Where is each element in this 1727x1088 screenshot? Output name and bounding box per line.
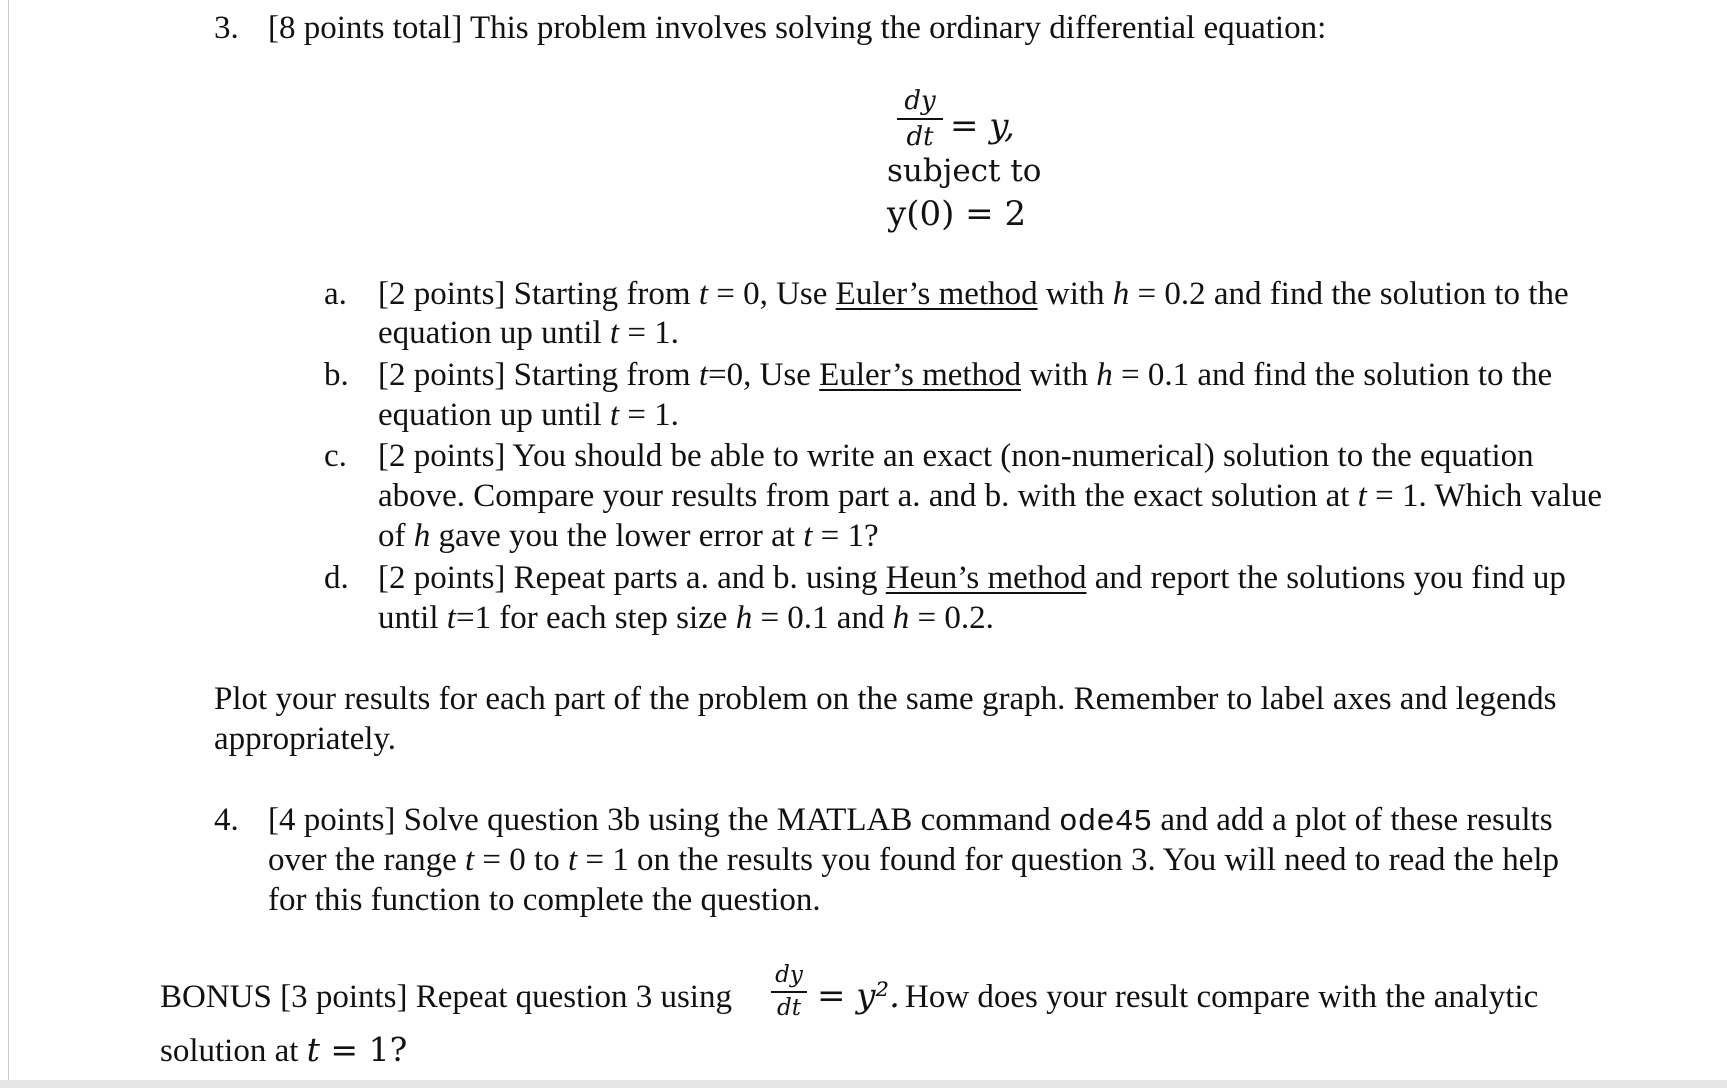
eulers-method-link-a: Euler’s method <box>835 276 1038 312</box>
bonus-line1-text: BONUS [3 points] Repeat question 3 using <box>160 979 732 1015</box>
q3-number: 3. <box>214 10 239 46</box>
bonus-line1-post: How does your result compare with the analytic <box>905 979 1539 1015</box>
q3-intro: [8 points total] This problem involves solving the ordinary differential equation: <box>268 10 1327 46</box>
eulers-method-link-b: Euler’s method <box>819 357 1022 393</box>
ode45-code: ode45 <box>1059 805 1153 840</box>
fraction-bar <box>897 118 943 120</box>
q4-line3: for this function to complete the question. <box>268 882 821 918</box>
fraction-bar <box>771 991 807 993</box>
q4-line2: over the range t = 0 to t = 1 on the results you found for question 3. You will need to read the help <box>268 842 1560 878</box>
heuns-method-link: Heun’s method <box>885 560 1087 596</box>
q3-equation-fraction <box>897 88 943 150</box>
q3c-line1: [2 points] You should be able to write an exact (non-numerical) solution to the equation <box>378 438 1534 474</box>
q3d-line2: until t=1 for each step size h = 0.1 and h = 0.2. <box>378 600 994 636</box>
q3-eq-denominator: dt <box>906 122 934 152</box>
q3d-marker: d. <box>324 560 349 596</box>
q3a-marker: a. <box>324 276 347 312</box>
bonus-equation-rhs: = y². <box>817 976 900 1016</box>
q3-eq-rhs: = y, <box>950 106 1015 146</box>
q3c-line3: of h gave you the lower error at t = 1? <box>378 518 879 554</box>
bonus-fraction <box>771 964 807 1020</box>
page-bottom-edge <box>0 1080 1727 1088</box>
q3c-marker: c. <box>324 438 347 474</box>
q4-line1: [4 points] Solve question 3b using the MATLAB command ode45 and add a plot of these results <box>268 802 1553 840</box>
bonus-numerator: dy <box>775 962 803 988</box>
bonus-denominator: dt <box>777 995 801 1021</box>
plot-instruction-line1: Plot your results for each part of the problem on the same graph. Remember to label axes and legends <box>214 681 1557 717</box>
q3d-line1: [2 points] Repeat parts a. and b. using Heun’s method and report the solutions you find up <box>378 560 1566 596</box>
q4-number: 4. <box>214 802 239 838</box>
q3a-line2: equation up until t = 1. <box>378 315 679 351</box>
q3b-line2: equation up until t = 1. <box>378 397 679 433</box>
q3a-line1: [2 points] Starting from t = 0, Use Euler’s method with h = 0.2 and find the solution to the <box>378 276 1569 312</box>
q3b-marker: b. <box>324 357 349 393</box>
q3-subject-to: subject to <box>887 153 1042 189</box>
page-left-edge <box>8 0 9 1088</box>
q3b-line1: [2 points] Starting from t=0, Use Euler’s method with h = 0.1 and find the solution to the <box>378 357 1553 393</box>
q3-initial-condition: y(0) = 2 <box>887 194 1027 234</box>
q3-eq-numerator: dy <box>904 86 936 116</box>
q3c-line2: above. Compare your results from part a. and b. with the exact solution at t = 1. Which value <box>378 478 1603 514</box>
bonus-line2: solution at t = 1? <box>160 1030 408 1069</box>
plot-instruction-line2: appropriately. <box>214 721 397 757</box>
